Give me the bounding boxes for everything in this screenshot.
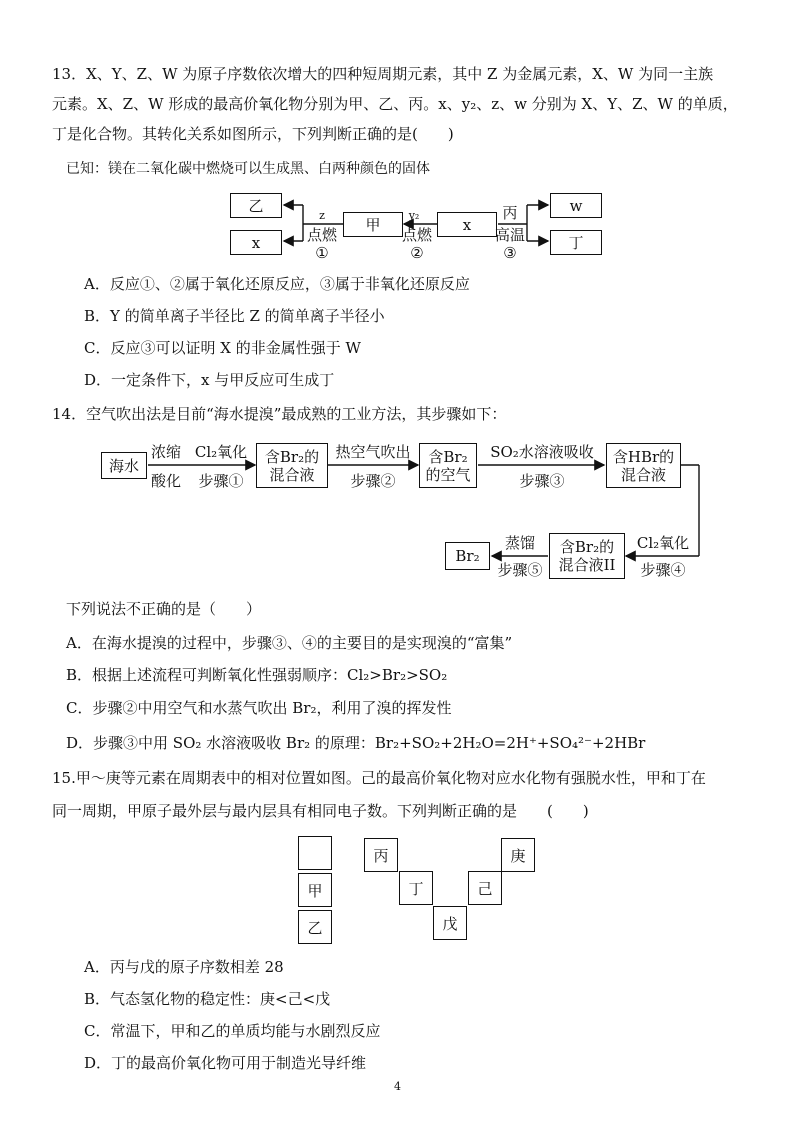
lbl-acidify: 酸化 bbox=[150, 472, 181, 490]
r3-reagent: 丙 bbox=[502, 204, 518, 222]
box-br2-air-line2: 的空气 bbox=[425, 465, 471, 484]
r2-condition: 点燃 bbox=[401, 226, 432, 244]
box-w: w bbox=[550, 193, 602, 218]
q15-option-b: B．气态氢化物的稳定性：庚<己<戊 bbox=[84, 990, 331, 1008]
lbl-so2-absorb: SO₂水溶液吸收 bbox=[490, 443, 594, 461]
q13-line1: 13．X、Y、Z、W 为原子序数依次增大的四种短周期元素，其中 Z 为金属元素，X、W 为同一主族 bbox=[52, 65, 714, 83]
q14-option-b: B．根据上述流程可判断氧化性强弱顺序：Cl₂>Br₂>SO₂ bbox=[66, 666, 448, 684]
q15-option-a: A．丙与戊的原子序数相差 28 bbox=[84, 958, 284, 976]
page-number: 4 bbox=[394, 1080, 401, 1093]
cell-geng: 庚 bbox=[501, 838, 535, 872]
cell-wu: 戊 bbox=[433, 906, 467, 940]
q14-stem: 14．空气吹出法是目前“海水提溴”最成熟的工业方法，其步骤如下： bbox=[52, 405, 507, 423]
box-x-mid: x bbox=[437, 212, 497, 237]
cell-jia: 甲 bbox=[298, 873, 332, 907]
q13-note: 已知：镁在二氧化碳中燃烧可以生成黑、白两种颜色的固体 bbox=[66, 161, 430, 177]
q13-line3: 丁是化合物。其转化关系如图所示，下列判断正确的是( ) bbox=[52, 125, 454, 143]
r2-reagent: y₂ bbox=[408, 209, 420, 222]
box-br2-mixture-1-line1: 含Br₂的 bbox=[264, 447, 320, 466]
box-yi: 乙 bbox=[230, 193, 282, 218]
r1-reagent: z bbox=[319, 209, 325, 222]
lbl-cl2-oxidize-2: Cl₂氧化 bbox=[636, 534, 690, 552]
q13-option-b: B．Y 的简单离子半径比 Z 的简单离子半径小 bbox=[84, 307, 385, 325]
lbl-step2: 步骤② bbox=[350, 472, 396, 490]
box-br2-mixture-2-line1: 含Br₂的 bbox=[559, 538, 615, 556]
box-x-left: x bbox=[230, 230, 282, 255]
q15-line2: 同一周期，甲原子最外层与最内层具有相同电子数。下列判断正确的是 ( ) bbox=[52, 802, 589, 820]
box-br2-mixture-2 bbox=[549, 533, 625, 579]
box-jia: 甲 bbox=[343, 212, 403, 237]
cell-yi: 乙 bbox=[298, 910, 332, 944]
lbl-distill: 蒸馏 bbox=[504, 534, 535, 552]
r3-condition: 高温 bbox=[494, 226, 525, 244]
q13-option-c: C．反应③可以证明 X 的非金属性强于 W bbox=[84, 339, 361, 357]
cell-bing: 丙 bbox=[364, 838, 398, 872]
cell-empty-top bbox=[298, 836, 332, 870]
box-br2-air bbox=[419, 443, 477, 488]
q14-option-d: D．步骤③中用 SO₂ 水溶液吸收 Br₂ 的原理：Br₂+SO₂+2H₂O=2H⁺+SO₄²⁻+2HBr bbox=[66, 734, 646, 752]
box-br2-mixture-1-line2: 混合液 bbox=[269, 465, 315, 484]
r1-condition: 点燃 bbox=[306, 226, 337, 244]
box-hbr-mixture bbox=[606, 443, 681, 488]
q14-option-a: A．在海水提溴的过程中，步骤③、④的主要目的是实现溴的“富集” bbox=[66, 634, 513, 652]
lbl-hot-air: 热空气吹出 bbox=[335, 443, 411, 461]
r1-number: ① bbox=[315, 244, 329, 262]
r3-number: ③ bbox=[503, 244, 517, 262]
box-seawater: 海水 bbox=[101, 452, 147, 479]
q13-option-d: D．一定条件下，x 与甲反应可生成丁 bbox=[84, 371, 335, 389]
q13-option-a: A．反应①、②属于氧化还原反应，③属于非氧化还原反应 bbox=[84, 275, 470, 293]
box-br2-mixture-2-line2: 混合液II bbox=[558, 556, 616, 574]
lbl-step4: 步骤④ bbox=[640, 561, 686, 579]
lbl-step1: 步骤① bbox=[198, 472, 244, 490]
box-br2-air-line1: 含Br₂ bbox=[428, 447, 468, 466]
cell-ji: 己 bbox=[468, 871, 502, 905]
q15-option-d: D．丁的最高价氧化物可用于制造光导纤维 bbox=[84, 1054, 367, 1072]
box-br2-mixture-1 bbox=[256, 443, 328, 488]
lbl-concentrate: 浓缩 bbox=[150, 443, 181, 461]
box-hbr-mixture-line1: 含HBr的 bbox=[612, 447, 675, 466]
q14-option-c: C．步骤②中用空气和水蒸气吹出 Br₂，利用了溴的挥发性 bbox=[66, 699, 452, 717]
q13-line2: 元素。X、Z、W 形成的最高价氧化物分别为甲、乙、丙。x、y₂、z、w 分别为 X、Y、Z、W 的单质， bbox=[52, 95, 738, 113]
box-ding: 丁 bbox=[550, 230, 602, 255]
q15-line1: 15.甲～庚等元素在周期表中的相对位置如图。己的最高价氧化物对应水化物有强脱水性，甲和丁在 bbox=[52, 769, 706, 787]
box-br2-product: Br₂ bbox=[445, 542, 490, 570]
lbl-cl2-oxidize-1: Cl₂氧化 bbox=[194, 443, 248, 461]
q14-question: 下列说法不正确的是（ ） bbox=[66, 600, 262, 618]
lbl-step3: 步骤③ bbox=[519, 472, 565, 490]
r2-number: ② bbox=[410, 244, 424, 262]
cell-ding: 丁 bbox=[399, 871, 433, 905]
lbl-step5: 步骤⑤ bbox=[497, 561, 543, 579]
box-hbr-mixture-line2: 混合液 bbox=[620, 465, 666, 484]
q15-option-c: C．常温下，甲和乙的单质均能与水剧烈反应 bbox=[84, 1022, 381, 1040]
